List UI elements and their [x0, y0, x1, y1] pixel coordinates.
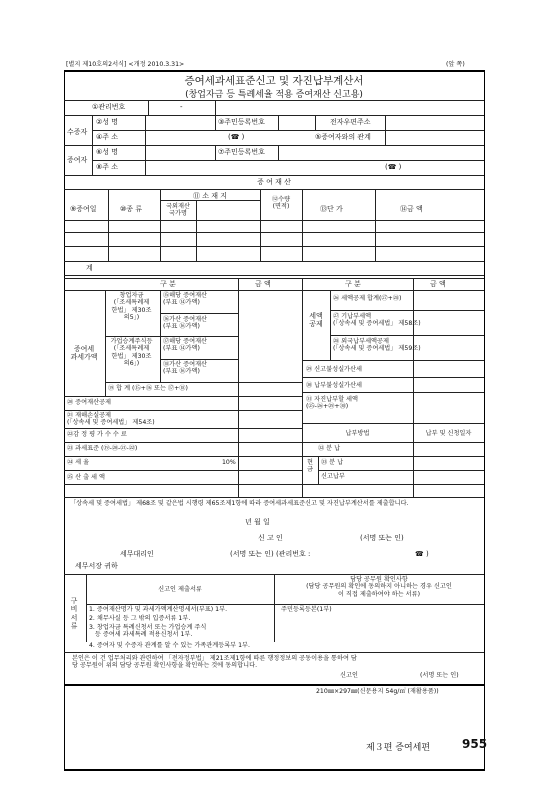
recipient-rrn-label: ③주민등록번호 — [218, 118, 265, 126]
payment-method-head: 납부방법 — [345, 430, 370, 437]
donor-group: 증여자 — [67, 156, 88, 164]
row-17-label: ⑰해당 증여재산 (부표 ⑭가액) — [163, 338, 208, 353]
calc-head-div-left: 구 분 — [160, 280, 176, 288]
declaration-text: 「상속세 및 증여세법」 제68조 및 같은법 시행령 제65조제1항에 따라 증여세과세표준신고 및 자진납부계산서를 제출합니다. — [70, 500, 409, 507]
donor-name-label: ⑥성 명 — [96, 148, 119, 156]
row-20-label: ⑳ 증여재산공제 — [67, 399, 112, 406]
donor-rrn-label: ⑦주민등록번호 — [218, 148, 265, 156]
calc-head-amt-left: 금 액 — [255, 280, 271, 288]
mgmt-number-value[interactable]: - — [180, 103, 183, 111]
docs-group: 구 비 서 류 — [70, 597, 78, 631]
row-26-label: ㉖ 세액공제 합계(㉗+㉘) — [333, 295, 402, 302]
calc-head-amt-right: 금 액 — [430, 280, 446, 288]
form-id: [별지 제10호의2서식] <개정 2010.3.31> — [66, 61, 185, 68]
declaration-date[interactable]: 년 월 일 — [245, 518, 270, 526]
row-29-label: ㉙ 신고불성실가산세 — [306, 366, 362, 373]
tax-credit-group: 세액 공제 — [309, 312, 323, 329]
reporter-sign[interactable]: (서명 또는 인) — [360, 534, 404, 542]
form-subtitle: (창업자금 등 특례세율 적용 증여재산 신고용) — [185, 90, 363, 100]
mgmt-number-label: ①관리번호 — [92, 103, 126, 111]
row-24-label: ㉔ 세 율 — [67, 459, 90, 466]
row-32-label: ㉜ 분 납 — [318, 445, 341, 452]
payment-date-head: 납부 및 신청일자 — [425, 430, 472, 437]
row-19-label: ⑲ 합 계 (⑮+⑯ 또는 ⑰+⑱) — [108, 385, 188, 392]
row-30-label: ㉚ 납부불성실가산세 — [306, 382, 362, 389]
taxable-value-group: 증여세 과세가액 — [70, 345, 98, 362]
row-23-label: ㉓ 과세표준 (⑲-⑳-㉑-㉒) — [67, 445, 138, 452]
col-quantity: ⑫수량 (면적) — [271, 196, 291, 211]
cash-label: 현 금 — [307, 459, 313, 474]
agent-label: 세무대리인 — [120, 550, 154, 558]
col-unit-price: ⑬단 가 — [320, 205, 343, 213]
doc-item-1: 1. 증여재산명가 및 과세가액계산명세서(부표) 1부. — [89, 606, 228, 613]
agent-sign[interactable]: (서명 또는 인) (관리번호 : — [230, 550, 311, 558]
row-31-label: ㉛ 자진납부할 세액 (㉕-㉖+㉙+㉚) — [306, 396, 358, 411]
reporter-label: 신 고 인 — [258, 534, 283, 542]
consent-sign[interactable]: (서명 또는 인) — [420, 672, 459, 679]
col-location-sub: 국외재산 국가명 — [166, 203, 190, 218]
donor-address-label: ⑧주 소 — [96, 163, 119, 171]
docs-right-head: 담당 공무원 확인사항 (담당 공무원의 확인에 동의하지 아니하는 경우 신고인 이 직접 제출하여야 하는 서류) — [306, 576, 452, 598]
property-section-title: 증 여 재 산 — [257, 178, 291, 186]
col-kind: ⑩종 류 — [120, 205, 143, 213]
recipient-group: 수증자 — [67, 128, 88, 136]
addressee: 세무서장 귀하 — [75, 562, 118, 570]
col-location: ⑪ 소 재 지 — [193, 192, 227, 200]
page-number: 955 — [462, 737, 488, 751]
agent-phone[interactable]: ☎ ) — [415, 550, 429, 558]
col-amount: ⑭금 액 — [400, 205, 423, 213]
row-24-rate: 10% — [222, 459, 236, 466]
calc-head-div-right: 구 분 — [345, 280, 361, 288]
row-22-label: ㉒감 정 평 가 수 수 료 — [67, 431, 127, 438]
row-27-label: ㉗ 기납부세액 (「상속세 및 증여세법」 제58조) — [333, 313, 421, 328]
donor-phone[interactable]: (☎ ) — [385, 163, 402, 171]
property-total-label: 계 — [86, 264, 93, 272]
doc-item-3: 3. 창업자금 특례신청서 또는 가업승계 주식 등 증여세 과세특례 적용신청서 1부. — [89, 624, 207, 639]
doc-item-2: 2. 채무사실 등 그 밖의 입증서류 1부. — [89, 615, 191, 622]
recipient-phone[interactable]: (☎ ) — [228, 133, 245, 141]
row-16-label: ⑯가산 증여재산 (부표 ⑯가액) — [163, 316, 208, 331]
consent-text: 본인은 이 건 업무처리와 관련하여 「전자정부법」 제21조제1항에 따른 행정정보의 공동이용을 통하여 담 당 공무원이 위의 담당 공무원 확인사항을 확인하는 것에 동의합니다. — [72, 655, 357, 670]
row-28-label: ㉘ 외국납부세액공제 (「상속세 및 증여세법」 제59조) — [333, 338, 421, 353]
row-33-label: ㉝ 분 납 — [321, 459, 344, 466]
consent-signer: 신고인 — [340, 672, 358, 679]
paper-spec: 210㎜×297㎜(신문용지 54g/㎡ (재활용품)) — [316, 688, 439, 695]
row-21-label: ㉑ 재해손실공제 (「상속세 및 증여세법」 제54조) — [67, 412, 155, 427]
startup-fund-label: 창업자금 (「조세특례제 한법」 제30조 의5」) — [111, 292, 152, 322]
doc-item-4: 4. 증여자 및 수증자 관계를 알 수 있는 가족관계등록부 1부. — [89, 642, 251, 649]
recipient-email-label: 전자우편주소 — [330, 118, 371, 126]
row-34-label: 신고납부 — [321, 473, 345, 480]
recipient-relation-label: ⑤증여자와의 관계 — [315, 133, 371, 141]
doc-right-item-1: 주민등록등본(1부) — [281, 606, 332, 613]
recipient-name-label: ②성 명 — [96, 118, 119, 126]
col-date: ⑨증여일 — [70, 205, 97, 213]
row-18-label: ⑱가산 증여재산 (부표 ⑯가액) — [163, 361, 208, 376]
row-25-label: ㉕ 산 출 세 액 — [67, 474, 105, 481]
family-business-label: 가업승계주식등 (「조세특례제 한법」 제30조 의6」) — [110, 338, 153, 368]
form-title: 증여세과세표준신고 및 자진납부계산서 — [184, 75, 364, 87]
row-15-label: ⑮해당 증여재산 (부표 ⑭가액) — [163, 292, 208, 307]
page-side: (앞 쪽) — [446, 61, 465, 68]
docs-left-head: 신고인 제출서류 — [158, 586, 202, 593]
recipient-address-label: ④주 소 — [96, 133, 119, 141]
footer-chapter: 제３편 증여세편 — [366, 743, 431, 753]
